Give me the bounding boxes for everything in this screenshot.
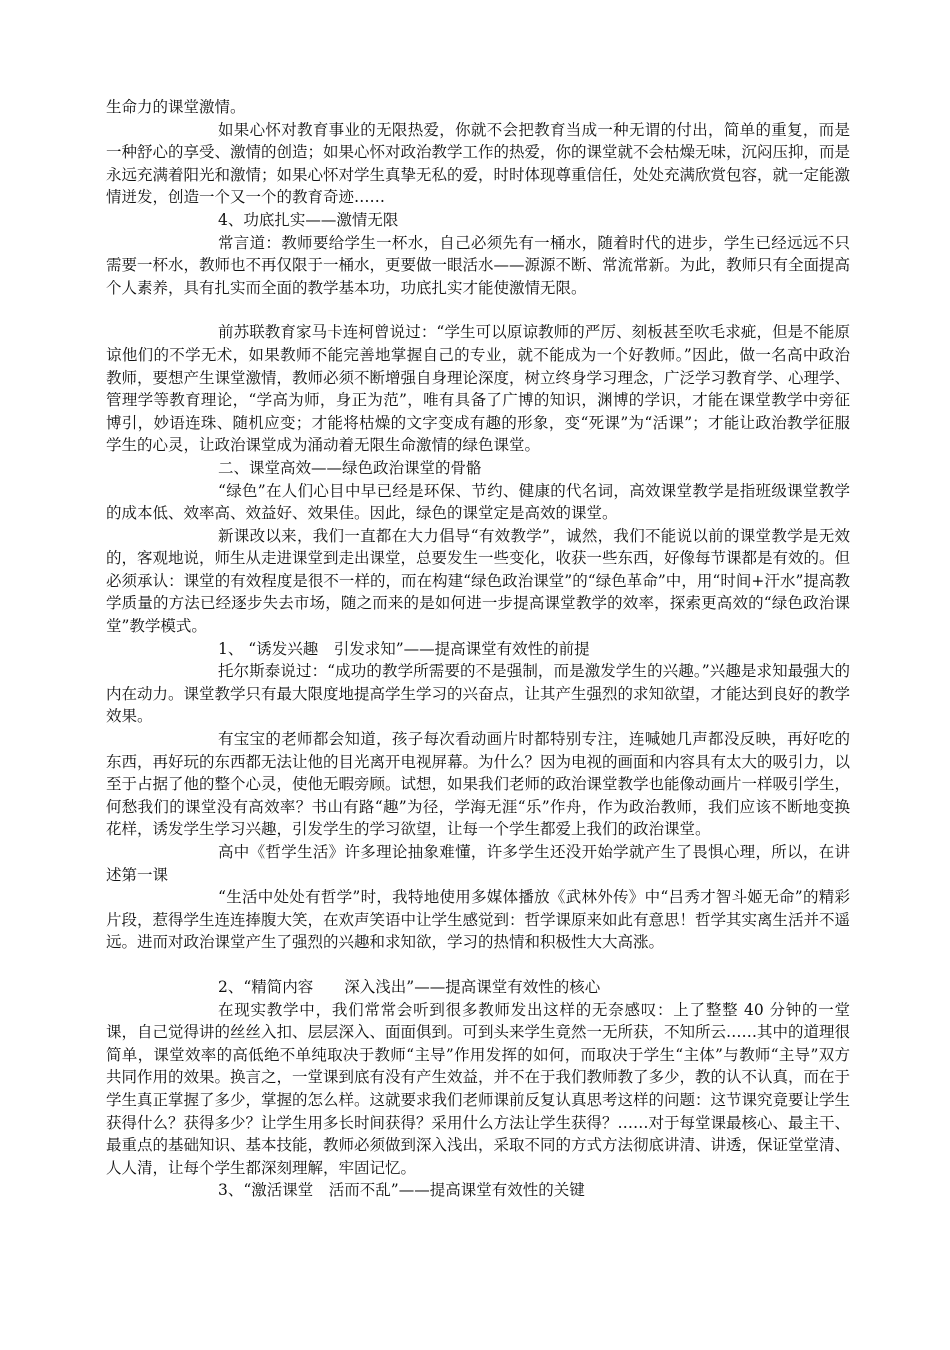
paragraph: 如果心怀对教育事业的无限热爱，你就不会把教育当成一种无谓的付出，简单的重复，而是一种舒心的享受、激情的创造；如果心怀对政治教学工作的热爱，你的课堂就不会枯燥无味，沉闷压抑，而是永远充满着阳光和激情；如果心怀对学生真挚无私的爱，时时体现尊重信任，处处充满欣赏包容，就一定能激情迸发，创造一个又一个的教育奇迹……: [106, 120, 851, 207]
paragraph: 托尔斯泰说过：“成功的教学所需要的不是强制，而是激发学生的兴趣。”兴趣是求知最强大的内在动力。课堂教学只有最大限度地提高学生学习的兴奋点，让其产生强烈的求知欲望，才能达到良好的教学效果。: [106, 662, 851, 726]
blank-line: [106, 299, 850, 321]
paragraph: “绿色”在人们心目中早已经是环保、节约、健康的代名词，高效课堂教学是指班级课堂教学的成本低、效率高、效益好、效果佳。因此，绿色的课堂定是高效的课堂。: [106, 481, 850, 523]
paragraph: 有宝宝的老师都会知道，孩子每次看动画片时都特别专注，连喊她几声都没反映，再好吃的东西，再好玩的东西都无法让他的目光离开电视屏幕。为什么？因为电视的画面和内容具有太大的吸引力，以至于占据了他的整个心灵，使他无暇旁顾。试想，如果我们老师的政治课堂教学也能像动画片一样吸引学生，何愁我们的课堂没有高效率？书山有路“趣”为径，学海无涯“乐”作舟，作为政治教师，我们应该不断地变换花样，诱发学生学习兴趣，引发学生的学习欲望，让每一个学生都爱上我们的政治课堂。: [106, 730, 851, 839]
paragraph: 新课改以来，我们一直都在大力倡导“有效教学”，诚然，我们不能说以前的课堂教学是无效的，客观地说，师生从走进课堂到走出课堂，总要发生一些变化，收获一些东西，好像每节课都是有效的。但必须承认：课堂的有效程度是很不一样的，而在构建“绿色政治课堂”的“绿色革命”中，用“时间+汗水”提高教学质量的方法已经逐步失去市场，随之而来的是如何进一步提高课堂教学的效率，探索更高效的“绿色政治课堂”教学模式。: [106, 526, 851, 636]
blank-line: [106, 954, 850, 976]
paragraph: 常言道：教师要给学生一杯水，自己必须先有一桶水，随着时代的进步，学生已经远远不只需要一杯水，教师也不再仅限于一桶水，更要做一眼活水——源源不断、常流常新。为此，教师只有全面提高个人素养，具有扎实而全面的教学基本功，功底扎实才能使激情无限。: [106, 233, 851, 297]
section-heading: 2、“精简内容 深入浅出”——提高课堂有效性的核心: [218, 977, 601, 996]
section-heading: 4、功底扎实——激情无限: [218, 210, 399, 229]
document-page: [106, 96, 850, 1202]
paragraph: “生活中处处有哲学”时，我特地使用多媒体播放《武林外传》中“吕秀才智斗姬无命”的精彩片段，惹得学生连连捧腹大笑，在欢声笑语中让学生感觉到：哲学课原来如此有意思！哲学其实离生活并不遥远。进而对政治课堂产生了强烈的兴趣和求知欲，学习的热情和积极性大大高涨。: [106, 888, 851, 952]
section-heading: 二、课堂高效——绿色政治课堂的骨骼: [218, 458, 482, 477]
section-heading: 1、 “诱发兴趣 引发求知”——提高课堂有效性的前提: [218, 639, 590, 658]
paragraph-continuation: 生命力的课堂激情。: [106, 98, 246, 116]
paragraph: 高中《哲学生活》许多理论抽象难懂，许多学生还没开始学就产生了畏惧心理，所以，在讲述第一课: [106, 843, 850, 884]
section-heading: 3、“激活课堂 活而不乱”——提高课堂有效性的关键: [218, 1181, 585, 1200]
paragraph: 前苏联教育家马卡连柯曾说过：“学生可以原谅教师的严厉、刻板甚至吹毛求疵，但是不能原谅他们的不学无术，如果教师不能完善地掌握自己的专业，就不能成为一个好教师。”因此，做一名高中政治教师，要想产生课堂激情，教师必须不断增强自身理论深度，树立终身学习理念，广泛学习教育学、心理学、管理学等教育理论，“学高为师，身正为范”，唯有具备了广博的知识，渊博的学识，才能在课堂教学中旁征博引，妙语连珠、随机应变；才能将枯燥的文字变成有趣的形象，变“死课”为“活课”；才能让政治教学征服学生的心灵，让政治课堂成为涌动着无限生命激情的绿色课堂。: [106, 323, 851, 455]
paragraph: 在现实教学中，我们常常会听到很多教师发出这样的无奈感叹：上了整整 40 分钟的一堂课，自己觉得讲的丝丝入扣、层层深入、面面俱到。可到头来学生竟然一无所获，不知所云……其中的道理很简单，课堂效率的高低绝不单纯取决于教师“主导”作用发挥的如何，而取决于学生“主体”与教师“主导”双方共同作用的效果。换言之，一堂课到底有没有产生效益，并不在于我们教师教了多少，教的认不认真，而在于学生真正掌握了多少，掌握的怎么样。这就要求我们老师课前反复认真思考这样的问题：这节课究竟要让学生获得什么？获得多少？让学生用多长时间获得？采用什么方法让学生获得？……对于每堂课最核心、最主干、最重点的基础知识、基本技能，教师必须做到深入浅出，采取不同的方式方法彻底讲清、讲透，保证堂堂清、人人清，让每个学生都深刻理解，牢固记忆。: [106, 1000, 851, 1177]
